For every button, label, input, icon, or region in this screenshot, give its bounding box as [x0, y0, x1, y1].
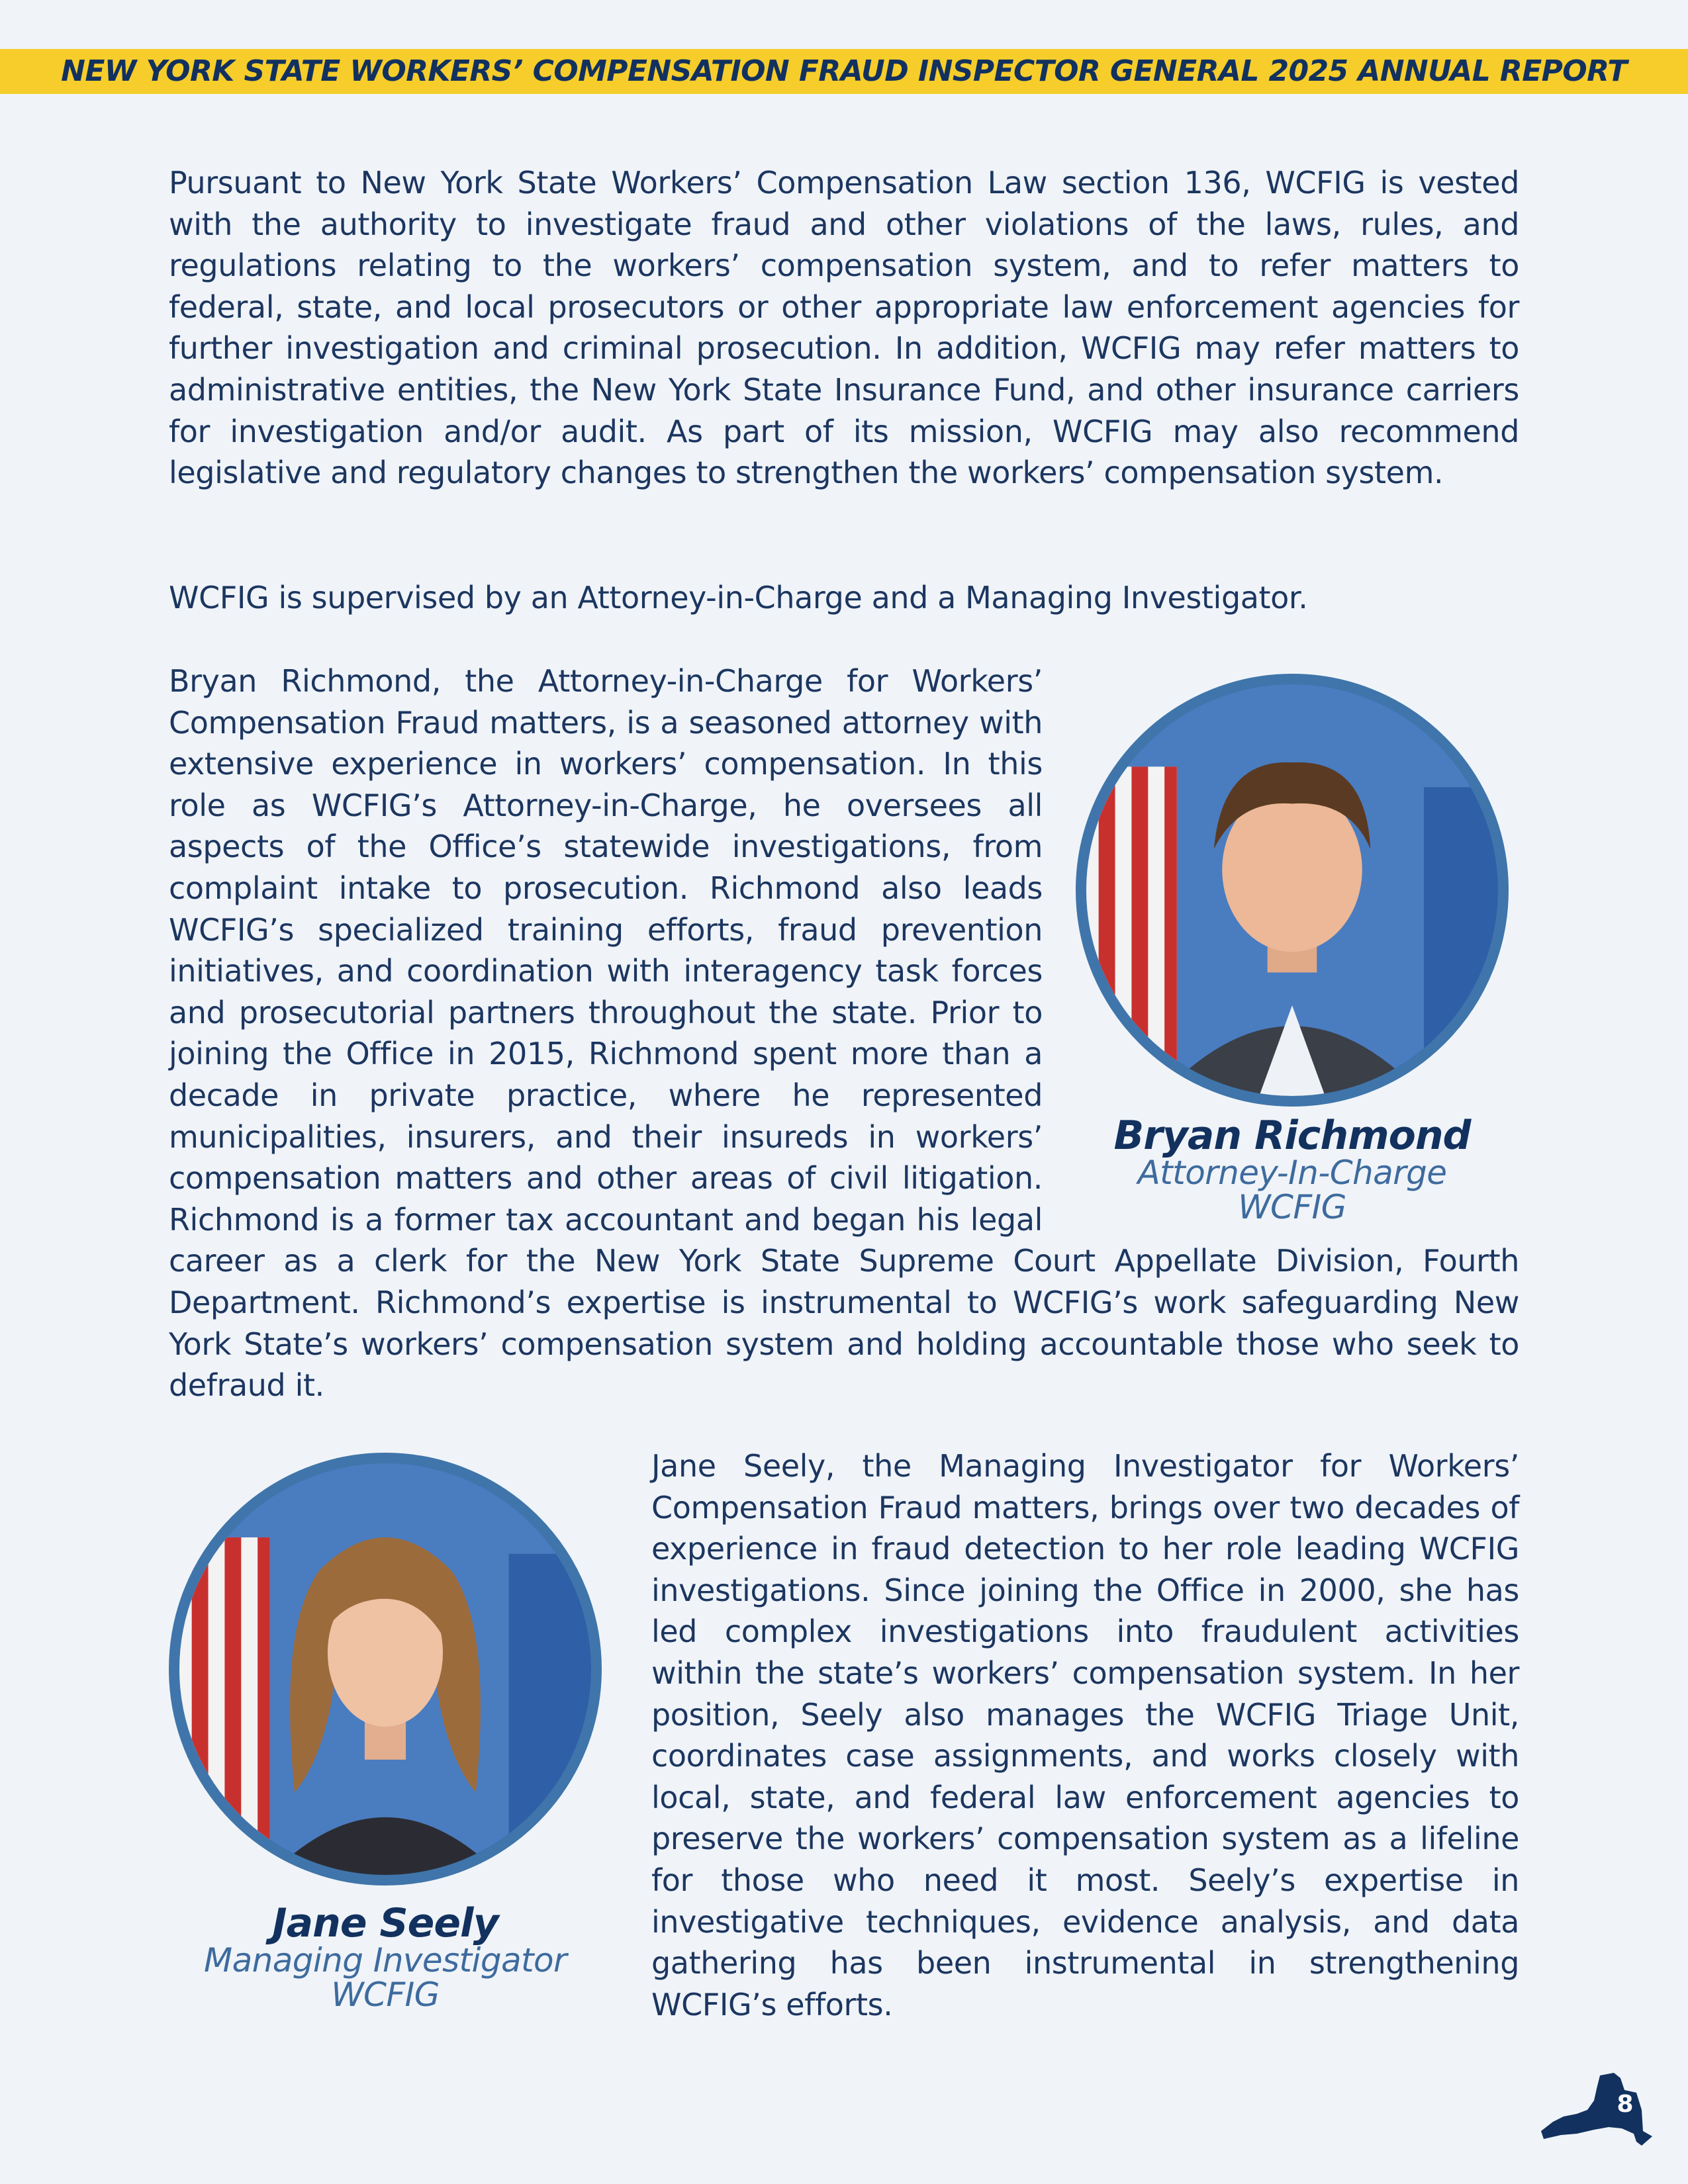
seely-bio-paragraph: Jane Seely, the Managing Investigator for Workers’ Compensation Fraud matters, brings over two decades of experience in fraud detection to her role leading WCFIG investigations. Since joining the Office in 2000, she has led complex investigations into fraudulent activities within the state’s workers’ compensation system. In her position, Seely also manages the WCFIG Triage Unit, coordinates case assignments, and works closely with local, state, and federal law enforcement agencies to preserve the workers’ compensation system as a lifeline for those who need it most. Seely’s expertise in investigative techniques, evidence analysis, and data gathering has been instrumental in strengthening WCFIG’s efforts.: [651, 1448, 1519, 2023]
portrait-placeholder-icon: [179, 1463, 591, 1875]
report-title: NEW YORK STATE WORKERS’ COMPENSATION FRAUD INSPECTOR GENERAL 2025 ANNUAL REPORT: [61, 54, 1627, 88]
richmond-org: WCFIG: [1238, 1188, 1346, 1226]
seely-role: Managing Investigator: [204, 1941, 567, 1979]
richmond-role: Attorney-In-Charge: [1137, 1154, 1447, 1192]
intro-paragraph: Pursuant to New York State Workers’ Compensation Law section 136, WCFIG is vested with the authority to investigate fraud and other violations of the laws, rules, and regulations relating to the workers’ compensation system, and to refer matters to federal, state, and local prosecutors or other appropriate law enforcement agencies for further investigation and criminal prosecution. In addition, WCFIG may refer matters to administrative entities, the New York State Insurance Fund, and other insurance carriers for investigation and/or audit. As part of its mission, WCFIG may also recommend legislative and regulatory changes to strengthen the workers’ compensation system.: [169, 165, 1519, 491]
richmond-portrait: [1076, 674, 1509, 1107]
seely-name: Jane Seely: [272, 1900, 498, 1946]
page-number: 8: [1617, 2091, 1634, 2118]
seely-portrait: [169, 1453, 602, 1886]
richmond-name: Bryan Richmond: [1113, 1113, 1471, 1159]
richmond-bio-text: Bryan Richmond, the Attorney-in-Charge for Workers’ Compensation Fraud matters, is a seasoned attorney with extensive experience in workers’ compensation. In this role as WCFIG’s Attorney-in-Charge, he oversees all aspects of the Office’s statewide investigations, from complaint intake to prosecution. Richmond also leads WCFIG’s specialized training efforts, fraud prevention initiatives, and coordination with interagency task forces and prosecutorial partners throughout the state. Prior to joining the Office in 2015, Richmond spent more than a decade in private practice, where he represented municipalities, insurers, and their insureds in workers’ compensation matters and other areas of civil litigation. Richmond is a former tax accountant and began his legal career as a clerk for the New York State Supreme Court Appellate Division, Fourth Department. Richmond’s expertise is instrumental to WCFIG’s work safeguarding New York State’s workers’ compensation system and holding accountable those who seek to defraud it.: [169, 663, 1519, 1404]
supervision-paragraph: WCFIG is supervised by an Attorney-in-Charge and a Managing Investigator.: [169, 580, 1308, 615]
seely-org: WCFIG: [331, 1976, 440, 2014]
portrait-placeholder-icon: [1086, 684, 1498, 1096]
